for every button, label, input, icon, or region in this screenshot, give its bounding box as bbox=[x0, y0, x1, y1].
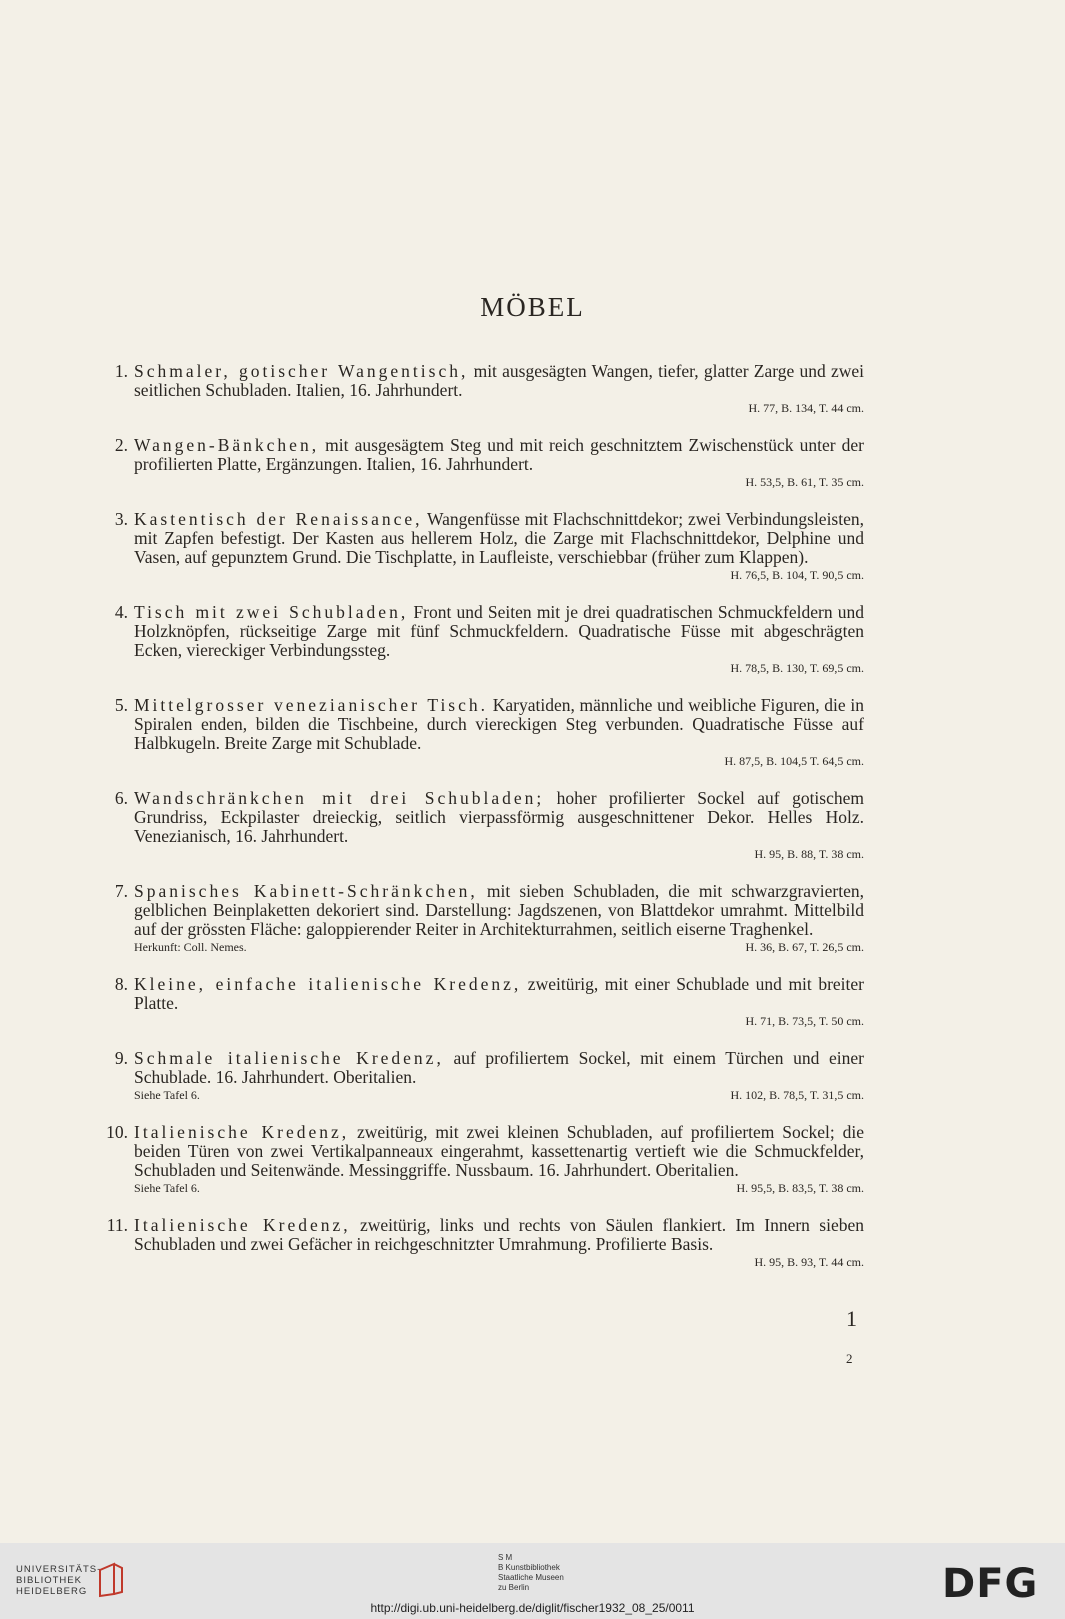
entry-dimensions: H. 102, B. 78,5, T. 31,5 cm. bbox=[730, 1088, 864, 1102]
entry-description bbox=[134, 362, 864, 400]
entry-dimensions: H. 53,5, B. 61, T. 35 cm. bbox=[745, 475, 864, 489]
entry-item-name: Wandschränkchen mit drei Schubladen; bbox=[134, 788, 545, 808]
entry-item-name: Tisch mit zwei Schubladen, bbox=[134, 602, 409, 622]
catalog-entry bbox=[104, 1216, 864, 1270]
entry-dimensions: H. 78,5, B. 130, T. 69,5 cm. bbox=[730, 661, 864, 675]
catalog-entries bbox=[104, 362, 864, 1290]
page-number: 1 bbox=[846, 1306, 857, 1331]
entry-number: 3. bbox=[114, 509, 128, 529]
entry-description bbox=[134, 436, 864, 474]
entry-meta bbox=[134, 474, 864, 490]
entry-description bbox=[134, 1216, 864, 1254]
entry-meta bbox=[134, 1180, 864, 1196]
entry-description bbox=[134, 789, 864, 846]
uni-line-3: HEIDELBERG bbox=[16, 1586, 88, 1597]
smb-kunstbibliothek-label[interactable] bbox=[498, 1553, 564, 1593]
uni-line-1: UNIVERSITÄTS- bbox=[16, 1564, 102, 1575]
entry-number: 10. bbox=[106, 1122, 128, 1142]
entry-number: 11. bbox=[106, 1215, 128, 1235]
entry-meta bbox=[134, 400, 864, 416]
entry-dimensions: H. 36, B. 67, T. 26,5 cm. bbox=[745, 940, 864, 954]
entry-number: 4. bbox=[114, 602, 128, 622]
entry-text: mit sieben Schubladen, die mit schwarzgravierten, gelblichen Beinplaketten dekoriert sind. Darstellung: Jagdszenen, von Blattdekor umrahmt. Mittelbild auf der grössten Fläche: galoppierender Reiter in Architekturrahmen, seitlich eiserne Traghenkel. bbox=[134, 881, 864, 939]
entry-text: zweitürig, links und rechts von Säulen flankiert. Im Innern sieben Schubladen und zwei Gefächer in reichgeschnitzter Umrahmung. Profilierte Basis. bbox=[134, 1215, 864, 1254]
entry-number: 6. bbox=[114, 788, 128, 808]
page-title: MÖBEL bbox=[480, 292, 585, 322]
entry-dimensions: H. 77, B. 134, T. 44 cm. bbox=[748, 401, 864, 415]
entry-number: 9. bbox=[114, 1048, 128, 1068]
catalog-entry bbox=[104, 362, 864, 416]
sm-line-3: Staatliche Museen bbox=[498, 1573, 564, 1582]
entry-dimensions: H. 95, B. 93, T. 44 cm. bbox=[754, 1255, 864, 1269]
entry-number: 5. bbox=[114, 695, 128, 715]
entry-meta bbox=[134, 1087, 864, 1103]
catalog-entry bbox=[104, 789, 864, 862]
entry-description bbox=[134, 882, 864, 939]
entry-meta bbox=[134, 939, 864, 955]
catalog-entry bbox=[104, 1123, 864, 1196]
entry-item-name: Kleine, einfache italienische Kredenz, bbox=[134, 974, 522, 994]
entry-description bbox=[134, 975, 864, 1013]
entry-text: zweitürig, mit einer Schublade und mit breiter Platte. bbox=[134, 974, 864, 1013]
entry-text: mit ausgesägtem Steg und mit reich geschnitztem Zwischenstück unter der profilierten Platte, Ergänzungen. Italien, 16. Jahrhundert. bbox=[134, 435, 864, 474]
entry-text: auf profiliertem Sockel, mit einem Türchen und einer Schublade. 16. Jahrhundert. Oberitalien. bbox=[134, 1048, 864, 1087]
entry-description bbox=[134, 1123, 864, 1180]
entry-text: Wangenfüsse mit Flachschnittdekor; zwei Verbindungsleisten, mit Zapfen befestigt. Der Kasten aus hellerem Holz, die Zarge mit Flachschnittdekor, Delphine und Vasen, auf gepunztem Grund. Die Tischplatte, in Laufleiste, verschiebbar (früher zum Klappen). bbox=[134, 509, 864, 567]
entry-meta bbox=[134, 753, 864, 769]
sm-line-2: B Kunstbibliothek bbox=[498, 1563, 560, 1572]
entry-item-name: Spanisches Kabinett-Schränkchen, bbox=[134, 881, 478, 901]
entry-item-name: Italienische Kredenz, bbox=[134, 1215, 351, 1235]
entry-provenance: Siehe Tafel 6. bbox=[134, 1088, 200, 1102]
entry-text: hoher profilierter Sockel auf gotischem Grundriss, Eckpilaster dreieckig, seitlich vierpassförmig ausgeschnittener Dekor. Helles Holz. Venezianisch, 16. Jahrhundert. bbox=[134, 788, 864, 846]
entry-provenance: Siehe Tafel 6. bbox=[134, 1181, 200, 1195]
entry-text: Front und Seiten mit je drei quadratischen Schmuckfeldern und Holzknöpfen, rückseitige Zarge mit fünf Schmuckfeldern. Quadratische Füsse mit abgeschrägten Ecken, viereckiger Verbindungssteg. bbox=[134, 602, 864, 660]
sm-line-4: zu Berlin bbox=[498, 1583, 530, 1592]
entry-number: 8. bbox=[114, 974, 128, 994]
catalog-entry bbox=[104, 696, 864, 769]
entry-meta bbox=[134, 660, 864, 676]
entry-dimensions: H. 71, B. 73,5, T. 50 cm. bbox=[745, 1014, 864, 1028]
entry-dimensions: H. 95, B. 88, T. 38 cm. bbox=[754, 847, 864, 861]
uni-line-2: BIBLIOTHEK bbox=[16, 1575, 82, 1586]
entry-number: 1. bbox=[114, 361, 128, 381]
entry-provenance: Herkunft: Coll. Nemes. bbox=[134, 940, 247, 954]
entry-meta bbox=[134, 1254, 864, 1270]
entry-meta bbox=[134, 1013, 864, 1029]
sm-line-1: S M bbox=[498, 1553, 513, 1562]
entry-description bbox=[134, 603, 864, 660]
entry-meta bbox=[134, 846, 864, 862]
entry-item-name: Wangen-Bänkchen, bbox=[134, 435, 320, 455]
footer-bar bbox=[0, 1543, 1065, 1619]
entry-description bbox=[134, 1049, 864, 1087]
entry-dimensions: H. 87,5, B. 104,5 T. 64,5 cm. bbox=[724, 754, 864, 768]
university-library-label[interactable] bbox=[16, 1564, 101, 1597]
entry-description bbox=[134, 696, 864, 753]
catalog-entry bbox=[104, 1049, 864, 1103]
entry-number: 2. bbox=[114, 435, 128, 455]
dfg-logo[interactable]: DFG bbox=[942, 1561, 1039, 1607]
catalog-entry bbox=[104, 603, 864, 676]
entry-item-name: Schmaler, gotischer Wangentisch, bbox=[134, 361, 469, 381]
permalink-url[interactable]: http://digi.ub.uni-heidelberg.de/diglit/fischer1932_08_25/0011 bbox=[370, 1601, 695, 1615]
entry-meta bbox=[134, 567, 864, 583]
entry-text: mit ausgesägten Wangen, tiefer, glatter Zarge und zwei seitlichen Schubladen. Italien, 16. Jahrhundert. bbox=[134, 361, 865, 400]
catalog-entry bbox=[104, 510, 864, 583]
entry-item-name: Kastentisch der Renaissance, bbox=[134, 509, 423, 529]
entry-item-name: Schmale italienische Kredenz, bbox=[134, 1048, 444, 1068]
entry-item-name: Italienische Kredenz, bbox=[134, 1122, 350, 1142]
signature-mark: 2 bbox=[846, 1351, 853, 1366]
entry-text: zweitürig, mit zwei kleinen Schubladen, auf profiliertem Sockel; die beiden Türen von zwei Vertikalpanneaux eingerahmt, kassettenartig vertieft wie die Schmuckfelder, Schubladen und Seitenwände. Messinggriffe. Nussbaum. 16. Jahrhundert. Oberitalien. bbox=[134, 1122, 864, 1180]
catalog-entry bbox=[104, 436, 864, 490]
entry-dimensions: H. 95,5, B. 83,5, T. 38 cm. bbox=[736, 1181, 864, 1195]
entry-dimensions: H. 76,5, B. 104, T. 90,5 cm. bbox=[730, 568, 864, 582]
entry-description bbox=[134, 510, 864, 567]
entry-text: Karyatiden, männliche und weibliche Figuren, die in Spiralen enden, bilden die Tischbeine, durch viereckigen Steg verbunden. Quadratische Füsse auf Halbkugeln. Breite Zarge mit Schublade. bbox=[134, 695, 865, 753]
catalog-entry bbox=[104, 975, 864, 1029]
catalog-entry bbox=[104, 882, 864, 955]
entry-item-name: Mittelgrosser venezianischer Tisch. bbox=[134, 695, 489, 715]
library-logo-icon[interactable] bbox=[96, 1562, 126, 1598]
entry-number: 7. bbox=[114, 881, 128, 901]
